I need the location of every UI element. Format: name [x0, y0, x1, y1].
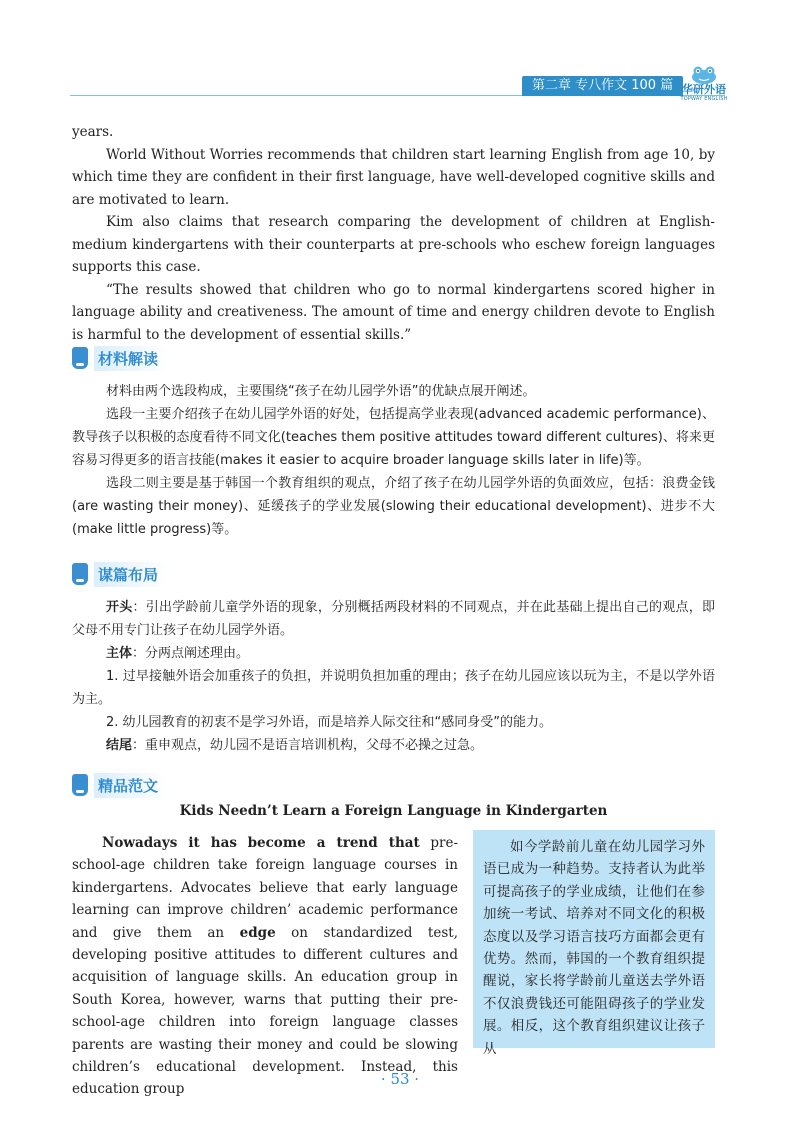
frog-logo-icon: [689, 66, 719, 84]
bookmark-icon: [72, 347, 88, 369]
analysis-text: [72, 380, 715, 541]
opening-text: ：引出学龄前儿童学外语的现象，分别概括两段材料的不同观点，并在此基础上提出自己的观点，即父母不用专门让孩子在幼儿园学外语。: [72, 600, 715, 638]
section-title: 材料解读: [94, 346, 168, 371]
layout-ending: [72, 734, 715, 757]
intro-p2: Kim also claims that research comparing the development of children at English-medium kindergartens with their counterparts at pre-schools who eschew foreign languages supports this case.: [72, 214, 715, 275]
label-opening: 开头: [106, 600, 133, 615]
bookmark-icon: [72, 774, 88, 796]
analysis-p1: 材料由两个选段构成，主要围绕“孩子在幼儿园学外语”的优缺点展开阐述。: [106, 384, 536, 399]
layout-text: [72, 596, 715, 757]
essay-bold-word: edge: [239, 924, 276, 941]
section-heading-analysis: [72, 345, 168, 371]
essay-text: pre-school-age children take foreign language courses in kindergartens. Advocates believe that early language learning can improve children’ academic performance and give them an: [72, 835, 459, 941]
layout-opening: [72, 596, 715, 642]
intro-passage: [72, 121, 715, 346]
brand-name-cn: 华研外语: [682, 83, 726, 96]
essay-body: [72, 832, 458, 1101]
translation-box: [473, 830, 715, 1057]
layout-point-2: 2. 幼儿园教育的初衷不是学习外语，而是培养人际交往和“感同身受”的能力。: [106, 715, 553, 730]
brand-logo: [676, 66, 732, 106]
essay-bold-phrase: become a trend that: [247, 835, 420, 851]
analysis-p3: 选段二则主要是基于韩国一个教育组织的观点，介绍了孩子在幼儿园学外语的负面效应，包括：浪费金钱(are wasting their money)、延缓孩子的学业发展(slowing their educational development)、进步不大(make little progress)等。: [72, 476, 715, 537]
essay-text: on standardized test, developing positive attitudes to different cultures and acquisition of language skills. An education group in South Korea, however, warns that putting their pre-school-age children into foreign language classes parents are wasting their money and could be slowing children’s educational development. Instead, this education group: [72, 924, 458, 1098]
essay-bold-phrase: Nowadays it has: [102, 835, 237, 851]
chapter-tab: 第二章 专八作文 100 篇: [522, 76, 683, 96]
ending-text: ：重申观点，幼儿园不是语言培训机构，父母不必操之过急。: [132, 738, 484, 753]
label-ending: 结尾: [106, 738, 133, 753]
section-heading-layout: [72, 561, 168, 587]
essay-title: Kids Needn’t Learn a Foreign Language in Kindergarten: [179, 803, 608, 819]
essay-text: [237, 835, 248, 851]
body-text: ：分两点阐述理由。: [132, 646, 250, 661]
section-title: 精品范文: [94, 773, 168, 798]
translation-text: 如今学龄前儿童在幼儿园学习外语已成为一种趋势。支持者认为此举可提高孩子的学业成绩，让他们在参加统一考试、培养对不同文化的积极态度以及学习语言技巧方面都会更有优势。然而，韩国的一个教育组织提醒说，家长将学龄前儿童送去学外语不仅浪费钱还可能阻碍孩子的学业发展。相反，这个教育组织建议让孩子从: [483, 839, 705, 1057]
section-heading-sample: [72, 772, 168, 798]
intro-p0: years.: [72, 124, 114, 140]
analysis-p2: 选段一主要介绍孩子在幼儿园学外语的好处，包括提高学业表现(advanced academic performance)、教导孩子以积极的态度看待不同文化(teaches them positive attitudes toward different cultures)、将来更容易习得更多的语言技能(makes it easier to acquire broader language skills later in life)等。: [72, 407, 715, 468]
page-number: · 53 ·: [380, 1070, 420, 1088]
label-body: 主体: [106, 646, 133, 661]
bookmark-icon: [72, 563, 88, 585]
layout-point-1: 1. 过早接触外语会加重孩子的负担，并说明负担加重的理由；孩子在幼儿园应该以玩为主，不是以学外语为主。: [72, 669, 715, 707]
brand-name-en: TOPWAY ENGLISH: [680, 96, 728, 102]
intro-p3: “The results showed that children who go to normal kindergartens scored higher in language ability and creativeness. The amount of time and energy children devote to English is harmful to the development of essential skills.”: [72, 281, 715, 343]
section-title: 谋篇布局: [94, 562, 168, 587]
intro-p1: World Without Worries recommends that children start learning English from age 10, by which time they are confident in their first language, have well-developed cognitive skills and are motivated to learn.: [72, 146, 715, 208]
essay-paragraph: [72, 832, 458, 1101]
layout-body: [72, 642, 715, 665]
